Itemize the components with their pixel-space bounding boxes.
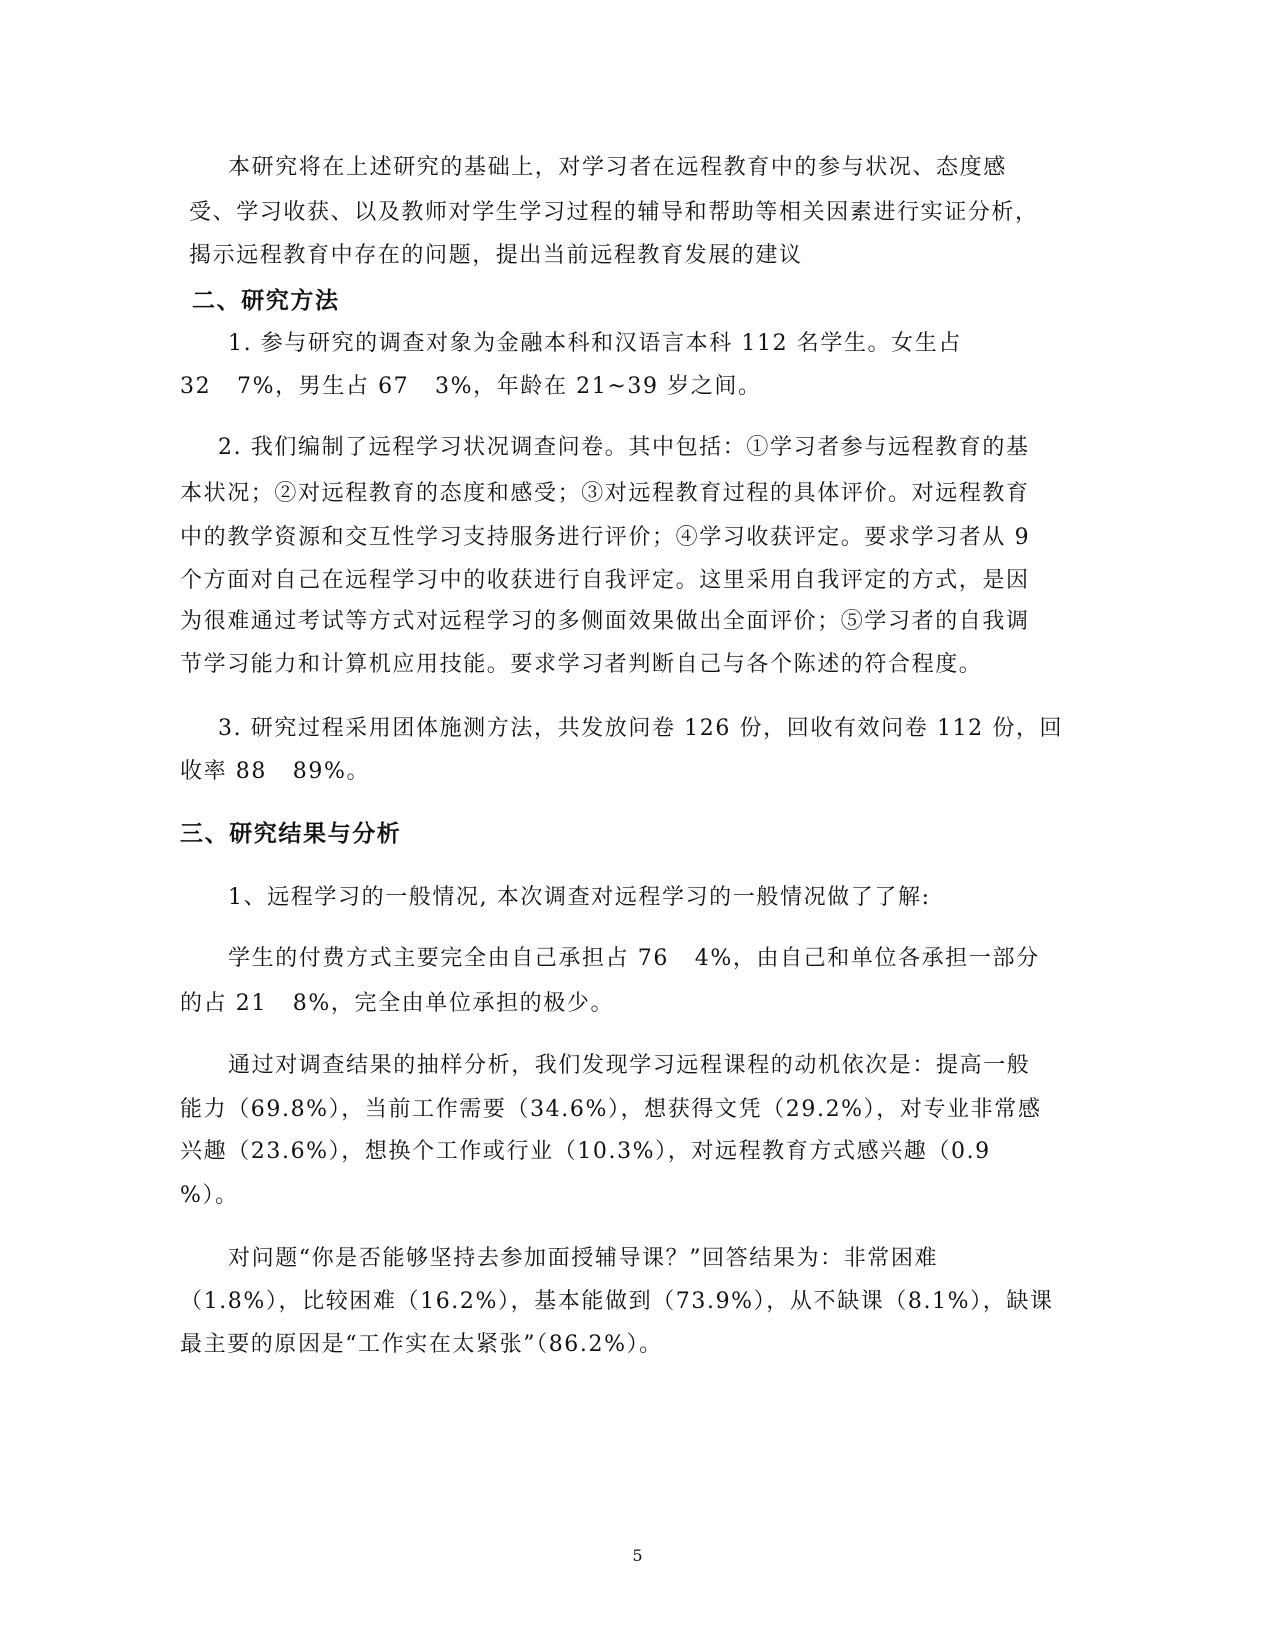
attendance-line-1: 对问题“你是否能够坚持去参加面授辅导课？”回答结果为：非常困难 — [228, 1246, 939, 1271]
methods-item2-line-2: 本状况；②对远程教育的态度和感受；③对远程教育过程的具体评价。对远程教育 — [180, 481, 1030, 506]
section-heading-methods: 二、研究方法 — [192, 287, 340, 314]
page-number: 5 — [632, 1546, 643, 1565]
methods-item3-line-2: 收率 88 89%。 — [180, 759, 371, 784]
attendance-line-2: （1.8%），比较困难（16.2%），基本能做到（73.9%），从不缺课（8.1%），缺课 — [180, 1289, 1054, 1314]
payment-line-1: 学生的付费方式主要完全由自己承担占 76 4%，由自己和单位各承担一部分 — [228, 946, 1040, 971]
motivation-line-4: %）。 — [180, 1183, 239, 1208]
intro-line-2: 受、学习收获、以及教师对学生学习过程的辅导和帮助等相关因素进行实证分析， — [189, 200, 1039, 225]
methods-item2-line-5: 为很难通过考试等方式对远程学习的多侧面效果做出全面评价；⑤学习者的自我调 — [180, 609, 1030, 634]
attendance-line-3: 最主要的原因是“工作实在太紧张”（86.2%）。 — [180, 1332, 663, 1357]
methods-item2-line-1: 2. 我们编制了远程学习状况调查问卷。其中包括：①学习者参与远程教育的基 — [218, 435, 1030, 460]
motivation-line-3: 兴趣（23.6%），想换个工作或行业（10.3%），对远程教育方式感兴趣（0.9 — [180, 1139, 991, 1164]
intro-line-1: 本研究将在上述研究的基础上，对学习者在远程教育中的参与状况、态度感 — [228, 155, 1007, 180]
methods-item2-line-3: 中的教学资源和交互性学习支持服务进行评价；④学习收获评定。要求学习者从 9 — [180, 525, 1031, 550]
methods-item1-line-1: 1. 参与研究的调查对象为金融本科和汉语言本科 112 名学生。女生占 — [228, 331, 962, 356]
methods-item1-line-2: 32 7%，男生占 67 3%，年龄在 21~39 岁之间。 — [180, 374, 762, 399]
methods-item3-line-1: 3. 研究过程采用团体施测方法，共发放问卷 126 份，回收有效问卷 112 份，回 — [218, 716, 1064, 741]
methods-item2-line-4: 个方面对自己在远程学习中的收获进行自我评定。这里采用自我评定的方式，是因 — [180, 568, 1030, 593]
results-item1: 1、远程学习的一般情况, 本次调查对远程学习的一般情况做了了解: — [228, 885, 931, 910]
section-heading-results: 三、研究结果与分析 — [180, 820, 402, 847]
motivation-line-2: 能力（69.8%），当前工作需要（34.6%），想获得文凭（29.2%），对专业非常感 — [180, 1097, 1042, 1122]
payment-line-2: 的占 21 8%，完全由单位承担的极少。 — [180, 991, 615, 1016]
motivation-line-1: 通过对调查结果的抽样分析，我们发现学习远程课程的动机依次是：提高一般 — [228, 1053, 1031, 1078]
methods-item2-line-6: 节学习能力和计算机应用技能。要求学习者判断自己与各个陈述的符合程度。 — [180, 652, 983, 677]
intro-line-3: 揭示远程教育中存在的问题，提出当前远程教育发展的建议 — [189, 243, 803, 268]
